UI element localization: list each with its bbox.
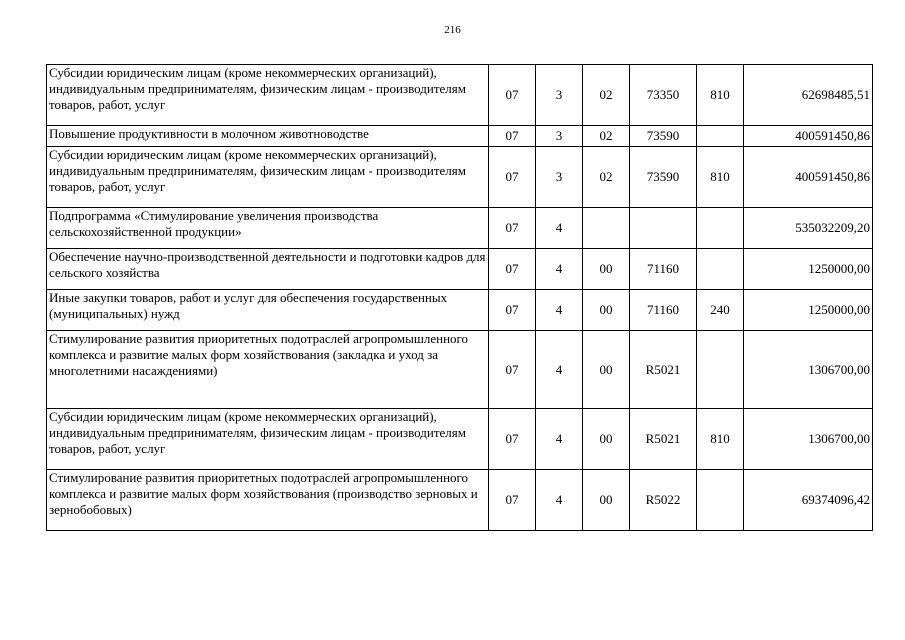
expense-type-cell: 240 xyxy=(697,290,744,331)
table-row xyxy=(47,65,873,126)
table-row xyxy=(47,126,873,147)
target-item-cell: R5021 xyxy=(630,331,697,409)
expense-type-cell xyxy=(697,208,744,249)
section-code-cell: 07 xyxy=(489,331,536,409)
target-item-cell: 73350 xyxy=(630,65,697,126)
expense-type-cell xyxy=(697,126,744,147)
row-name-cell: Субсидии юридическим лицам (кроме некоммерческих организаций), индивидуальным предпринимателям, физическим лицам - производителям товаров, работ, услуг xyxy=(47,147,489,208)
row-name-cell: Стимулирование развития приоритетных подотраслей агропромышленного комплекса и развитие малых форм хозяйствования (производство зерновых и зернобобовых) xyxy=(47,470,489,531)
amount-cell: 62698485,51 xyxy=(744,65,873,126)
program-code-cell: 00 xyxy=(583,290,630,331)
table-row xyxy=(47,147,873,208)
amount-cell: 1306700,00 xyxy=(744,331,873,409)
target-item-cell xyxy=(630,208,697,249)
budget-table xyxy=(46,64,873,531)
subsection-code-cell: 3 xyxy=(536,126,583,147)
expense-type-cell: 810 xyxy=(697,65,744,126)
program-code-cell: 00 xyxy=(583,249,630,290)
program-code-cell: 00 xyxy=(583,331,630,409)
row-name-cell: Обеспечение научно-производственной деятельности и подготовки кадров для сельского хозяйства xyxy=(47,249,489,290)
amount-cell: 400591450,86 xyxy=(744,126,873,147)
expense-type-cell xyxy=(697,249,744,290)
section-code-cell: 07 xyxy=(489,126,536,147)
program-code-cell xyxy=(583,208,630,249)
amount-cell: 1250000,00 xyxy=(744,249,873,290)
section-code-cell: 07 xyxy=(489,470,536,531)
section-code-cell: 07 xyxy=(489,249,536,290)
row-name-cell: Субсидии юридическим лицам (кроме некоммерческих организаций), индивидуальным предпринимателям, физическим лицам - производителям товаров, работ, услуг xyxy=(47,65,489,126)
section-code-cell: 07 xyxy=(489,147,536,208)
table-row xyxy=(47,331,873,409)
program-code-cell: 02 xyxy=(583,126,630,147)
subsection-code-cell: 4 xyxy=(536,409,583,470)
table-row xyxy=(47,470,873,531)
subsection-code-cell: 4 xyxy=(536,470,583,531)
section-code-cell: 07 xyxy=(489,208,536,249)
program-code-cell: 00 xyxy=(583,409,630,470)
amount-cell: 69374096,42 xyxy=(744,470,873,531)
table-row xyxy=(47,409,873,470)
program-code-cell: 00 xyxy=(583,470,630,531)
subsection-code-cell: 4 xyxy=(536,331,583,409)
row-name-cell: Повышение продуктивности в молочном животноводстве xyxy=(47,126,489,147)
page-number: 216 xyxy=(444,24,461,36)
amount-cell: 400591450,86 xyxy=(744,147,873,208)
target-item-cell: 73590 xyxy=(630,147,697,208)
amount-cell: 1306700,00 xyxy=(744,409,873,470)
amount-cell: 535032209,20 xyxy=(744,208,873,249)
section-code-cell: 07 xyxy=(489,290,536,331)
subsection-code-cell: 3 xyxy=(536,147,583,208)
target-item-cell: 73590 xyxy=(630,126,697,147)
target-item-cell: 71160 xyxy=(630,290,697,331)
row-name-cell: Иные закупки товаров, работ и услуг для обеспечения государственных (муниципальных) нужд xyxy=(47,290,489,331)
subsection-code-cell: 3 xyxy=(536,65,583,126)
program-code-cell: 02 xyxy=(583,147,630,208)
section-code-cell: 07 xyxy=(489,65,536,126)
row-name-cell: Подпрограмма «Стимулирование увеличения производства сельскохозяйственной продукции» xyxy=(47,208,489,249)
table-row xyxy=(47,290,873,331)
expense-type-cell xyxy=(697,331,744,409)
table-row xyxy=(47,249,873,290)
subsection-code-cell: 4 xyxy=(536,208,583,249)
target-item-cell: R5021 xyxy=(630,409,697,470)
subsection-code-cell: 4 xyxy=(536,249,583,290)
program-code-cell: 02 xyxy=(583,65,630,126)
row-name-cell: Стимулирование развития приоритетных подотраслей агропромышленного комплекса и развитие малых форм хозяйствования (закладка и уход за многолетними насаждениями) xyxy=(47,331,489,409)
expense-type-cell: 810 xyxy=(697,147,744,208)
amount-cell: 1250000,00 xyxy=(744,290,873,331)
expense-type-cell: 810 xyxy=(697,409,744,470)
table-row xyxy=(47,208,873,249)
section-code-cell: 07 xyxy=(489,409,536,470)
target-item-cell: R5022 xyxy=(630,470,697,531)
row-name-cell: Субсидии юридическим лицам (кроме некоммерческих организаций), индивидуальным предпринимателям, физическим лицам - производителям товаров, работ, услуг xyxy=(47,409,489,470)
expense-type-cell xyxy=(697,470,744,531)
target-item-cell: 71160 xyxy=(630,249,697,290)
subsection-code-cell: 4 xyxy=(536,290,583,331)
